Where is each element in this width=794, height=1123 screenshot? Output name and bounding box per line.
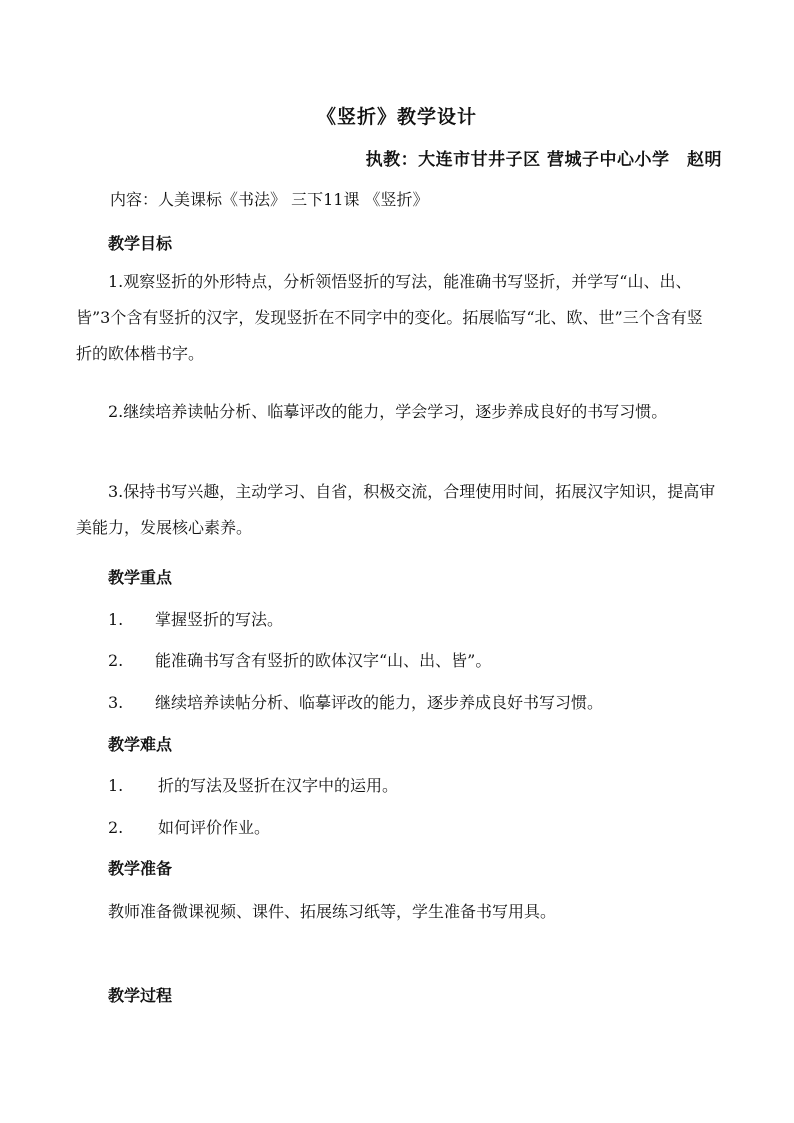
objective-paragraph-2 <box>76 394 716 430</box>
difficulty-text: 如何评价作业。 <box>158 818 271 837</box>
difficulties-heading: 教学难点 <box>108 735 173 754</box>
difficulty-number: 1. <box>108 776 124 795</box>
objective-text-2: 2.继续培养读帖分析、临摹评改的能力，学会学习，逐步养成良好的书写习惯。 <box>108 402 668 421</box>
objective-text-1: 1.观察竖折的外形特点，分析领悟竖折的写法，能准确书写竖折，并学写“山、出、皆”3个含有竖折的汉字，发现竖折在不同字中的变化。拓展临写“北、欧、世”三个含有竖折的欧体楷书字。 <box>76 272 703 363</box>
difficulty-number: 2. <box>108 818 124 837</box>
key-point-number: 1. <box>108 610 124 629</box>
preparation-text: 教师准备微课视频、课件、拓展练习纸等，学生准备书写用具。 <box>108 902 557 921</box>
objective-text-3: 3.保持书写兴趣，主动学习、自省，积极交流，合理使用时间，拓展汉字知识，提高审美能力，发展核心素养。 <box>76 482 716 537</box>
key-point-text: 能准确书写含有竖折的欧体汉字“山、出、皆”。 <box>155 651 492 670</box>
difficulty-item <box>108 815 270 838</box>
preparation-heading: 教学准备 <box>108 859 173 878</box>
difficulty-text: 折的写法及竖折在汉字中的运用。 <box>158 776 399 795</box>
key-points-heading: 教学重点 <box>108 568 173 587</box>
key-point-text: 继续培养读帖分析、临摹评改的能力，逐步养成良好书写习惯。 <box>155 693 604 712</box>
key-point-text: 掌握竖折的写法。 <box>155 610 284 629</box>
objective-paragraph-1 <box>76 264 716 372</box>
key-point-number: 3. <box>108 693 124 712</box>
process-heading: 教学过程 <box>108 986 173 1005</box>
page-title: 《竖折》教学设计 <box>316 106 477 128</box>
difficulty-item <box>108 773 398 796</box>
content-line: 内容：人美课标《书法》 三下11课 《竖折》 <box>110 190 429 209</box>
author-line: 执教：大连市甘井子区 营城子中心小学 赵明 <box>365 150 722 170</box>
key-point-item <box>108 648 491 671</box>
objectives-heading: 教学目标 <box>108 234 173 253</box>
key-point-number: 2. <box>108 651 124 670</box>
key-point-item <box>108 607 283 630</box>
key-point-item <box>108 690 603 713</box>
objective-paragraph-3 <box>76 474 716 546</box>
